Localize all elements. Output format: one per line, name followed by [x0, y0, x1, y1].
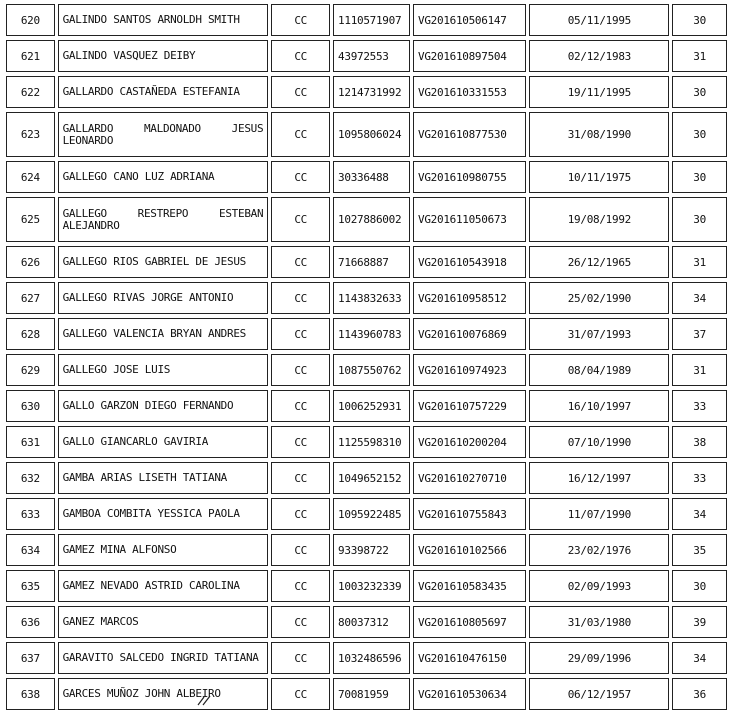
birth-date: 29/09/1996 [529, 642, 669, 674]
table-row [6, 498, 727, 530]
table-row [6, 161, 727, 193]
full-name: GAMBA ARIAS LISETH TATIANA [58, 462, 269, 494]
age-value: 38 [672, 426, 727, 458]
document-number: 1027886002 [333, 197, 410, 242]
registration-code: VG201610530634 [413, 678, 526, 710]
table-row [6, 40, 727, 72]
table-row [6, 642, 727, 674]
row-number: 631 [6, 426, 55, 458]
table-row [6, 570, 727, 602]
row-number: 638 [6, 678, 55, 710]
document-type: CC [271, 112, 330, 157]
age-value: 35 [672, 534, 727, 566]
age-value: 30 [672, 4, 727, 36]
document-number: 43972553 [333, 40, 410, 72]
birth-date: 31/03/1980 [529, 606, 669, 638]
document-type: CC [271, 570, 330, 602]
document-number: 1214731992 [333, 76, 410, 108]
age-value: 31 [672, 354, 727, 386]
row-number: 636 [6, 606, 55, 638]
registry-table [3, 0, 730, 714]
document-number: 1095922485 [333, 498, 410, 530]
table-row [6, 318, 727, 350]
table-row [6, 197, 727, 242]
full-name: GARCES MUÑOZ JOHN ALBEIRO [58, 678, 269, 710]
full-name: GALLO GIANCARLO GAVIRIA [58, 426, 269, 458]
pen-mark [196, 694, 214, 706]
registration-code: VG201610200204 [413, 426, 526, 458]
table-row [6, 606, 727, 638]
registration-code: VG201610980755 [413, 161, 526, 193]
age-value: 34 [672, 642, 727, 674]
full-name: GALLEGO RESTREPO ESTEBAN ALEJANDRO [58, 197, 269, 242]
birth-date: 19/08/1992 [529, 197, 669, 242]
registration-code: VG201610897504 [413, 40, 526, 72]
document-number: 1006252931 [333, 390, 410, 422]
table-row [6, 112, 727, 157]
row-number: 629 [6, 354, 55, 386]
document-type: CC [271, 678, 330, 710]
row-number: 625 [6, 197, 55, 242]
birth-date: 05/11/1995 [529, 4, 669, 36]
document-type: CC [271, 462, 330, 494]
table-row [6, 282, 727, 314]
registration-code: VG201610583435 [413, 570, 526, 602]
document-number: 1125598310 [333, 426, 410, 458]
age-value: 36 [672, 678, 727, 710]
birth-date: 25/02/1990 [529, 282, 669, 314]
full-name: GAMEZ NEVADO ASTRID CAROLINA [58, 570, 269, 602]
age-value: 33 [672, 390, 727, 422]
table-row [6, 354, 727, 386]
document-number: 80037312 [333, 606, 410, 638]
age-value: 30 [672, 570, 727, 602]
table-row [6, 678, 727, 710]
age-value: 39 [672, 606, 727, 638]
table-row [6, 390, 727, 422]
registration-code: VG201610506147 [413, 4, 526, 36]
birth-date: 19/11/1995 [529, 76, 669, 108]
document-type: CC [271, 534, 330, 566]
registration-code: VG201610076869 [413, 318, 526, 350]
row-number: 620 [6, 4, 55, 36]
document-type: CC [271, 390, 330, 422]
document-number: 1003232339 [333, 570, 410, 602]
row-number: 622 [6, 76, 55, 108]
table-row [6, 534, 727, 566]
birth-date: 02/12/1983 [529, 40, 669, 72]
full-name: GAMEZ MINA ALFONSO [58, 534, 269, 566]
age-value: 33 [672, 462, 727, 494]
age-value: 31 [672, 246, 727, 278]
row-number: 634 [6, 534, 55, 566]
document-type: CC [271, 4, 330, 36]
registration-code: VG201610757229 [413, 390, 526, 422]
age-value: 30 [672, 76, 727, 108]
age-value: 34 [672, 282, 727, 314]
document-type: CC [271, 498, 330, 530]
table-row [6, 426, 727, 458]
registration-code: VG201611050673 [413, 197, 526, 242]
row-number: 632 [6, 462, 55, 494]
age-value: 31 [672, 40, 727, 72]
document-number: 1143832633 [333, 282, 410, 314]
document-type: CC [271, 282, 330, 314]
full-name: GALLEGO JOSE LUIS [58, 354, 269, 386]
document-number: 1032486596 [333, 642, 410, 674]
birth-date: 02/09/1993 [529, 570, 669, 602]
document-number: 70081959 [333, 678, 410, 710]
table-row [6, 76, 727, 108]
birth-date: 23/02/1976 [529, 534, 669, 566]
birth-date: 16/10/1997 [529, 390, 669, 422]
table-row [6, 246, 727, 278]
registration-code: VG201610476150 [413, 642, 526, 674]
document-type: CC [271, 354, 330, 386]
full-name: GALLARDO MALDONADO JESUS LEONARDO [58, 112, 269, 157]
full-name: GALLEGO VALENCIA BRYAN ANDRES [58, 318, 269, 350]
full-name: GARAVITO SALCEDO INGRID TATIANA [58, 642, 269, 674]
full-name: GALLEGO RIOS GABRIEL DE JESUS [58, 246, 269, 278]
age-value: 34 [672, 498, 727, 530]
registration-code: VG201610805697 [413, 606, 526, 638]
registration-code: VG201610331553 [413, 76, 526, 108]
full-name: GANEZ MARCOS [58, 606, 269, 638]
birth-date: 10/11/1975 [529, 161, 669, 193]
document-type: CC [271, 642, 330, 674]
full-name: GALLEGO CANO LUZ ADRIANA [58, 161, 269, 193]
full-name: GALINDO VASQUEZ DEIBY [58, 40, 269, 72]
document-type: CC [271, 76, 330, 108]
document-number: 1095806024 [333, 112, 410, 157]
document-number: 93398722 [333, 534, 410, 566]
row-number: 628 [6, 318, 55, 350]
document-number: 30336488 [333, 161, 410, 193]
registry-table-body [6, 4, 727, 710]
birth-date: 11/07/1990 [529, 498, 669, 530]
row-number: 627 [6, 282, 55, 314]
row-number: 624 [6, 161, 55, 193]
row-number: 633 [6, 498, 55, 530]
full-name: GALLO GARZON DIEGO FERNANDO [58, 390, 269, 422]
registry-sheet [3, 0, 730, 714]
full-name: GALLEGO RIVAS JORGE ANTONIO [58, 282, 269, 314]
row-number: 621 [6, 40, 55, 72]
birth-date: 06/12/1957 [529, 678, 669, 710]
document-number: 1143960783 [333, 318, 410, 350]
age-value: 30 [672, 112, 727, 157]
registration-code: VG201610102566 [413, 534, 526, 566]
document-number: 1110571907 [333, 4, 410, 36]
age-value: 30 [672, 161, 727, 193]
document-number: 1087550762 [333, 354, 410, 386]
birth-date: 31/08/1990 [529, 112, 669, 157]
birth-date: 31/07/1993 [529, 318, 669, 350]
full-name: GAMBOA COMBITA YESSICA PAOLA [58, 498, 269, 530]
document-number: 71668887 [333, 246, 410, 278]
row-number: 630 [6, 390, 55, 422]
document-type: CC [271, 318, 330, 350]
row-number: 637 [6, 642, 55, 674]
table-row [6, 4, 727, 36]
registration-code: VG201610974923 [413, 354, 526, 386]
document-number: 1049652152 [333, 462, 410, 494]
full-name: GALINDO SANTOS ARNOLDH SMITH [58, 4, 269, 36]
row-number: 626 [6, 246, 55, 278]
age-value: 30 [672, 197, 727, 242]
age-value: 37 [672, 318, 727, 350]
table-row [6, 462, 727, 494]
full-name: GALLARDO CASTAÑEDA ESTEFANIA [58, 76, 269, 108]
document-type: CC [271, 40, 330, 72]
birth-date: 08/04/1989 [529, 354, 669, 386]
registration-code: VG201610958512 [413, 282, 526, 314]
birth-date: 16/12/1997 [529, 462, 669, 494]
document-type: CC [271, 161, 330, 193]
birth-date: 26/12/1965 [529, 246, 669, 278]
document-type: CC [271, 426, 330, 458]
birth-date: 07/10/1990 [529, 426, 669, 458]
registration-code: VG201610270710 [413, 462, 526, 494]
registration-code: VG201610755843 [413, 498, 526, 530]
registration-code: VG201610543918 [413, 246, 526, 278]
document-type: CC [271, 246, 330, 278]
row-number: 635 [6, 570, 55, 602]
document-type: CC [271, 197, 330, 242]
document-type: CC [271, 606, 330, 638]
row-number: 623 [6, 112, 55, 157]
registration-code: VG201610877530 [413, 112, 526, 157]
